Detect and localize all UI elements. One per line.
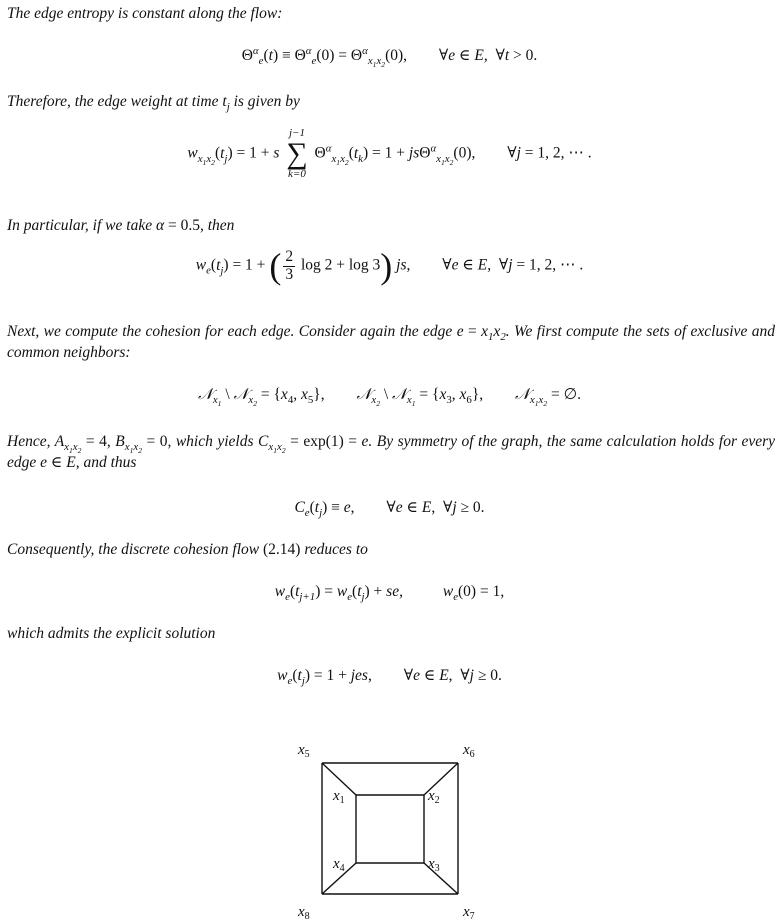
equation-solution: $w_e(t_j) = 1$ + jes, ∀e ∈ E, ∀j ≥ 0.	[277, 667, 502, 688]
equation-cohesion-constant: $C_e(t_j) \equiv e$, ∀e ∈ E, ∀j ≥ 0.	[294, 499, 485, 520]
graph-node-label-x3: $x_3$	[428, 856, 440, 874]
paragraph-hence: Hence, $A_{x_1x_2} = 4$, $B_{x_1x_2} = 0$, which yields $C_{x_1x_2} = \exp(1) = e$. By symmetry of the graph, the same calculation holds for every edge e ∈ E, and thus	[7, 433, 776, 471]
graph-node-label-x8: $x_8$	[298, 904, 310, 922]
paragraph-explicit-solution: which admits the explicit solution	[7, 625, 216, 642]
graph-figure	[0, 723, 779, 923]
equation-recursion: $w_e(t_{j+1}) = w_e(t_j)$ + se, $w_e(0) = 1$,	[274, 583, 505, 604]
paragraph-consequently: Consequently, the discrete cohesion flow (2.14) reduces to	[7, 541, 368, 558]
graph-node-label-x2: $x_2$	[428, 788, 440, 806]
paragraph-edge-weight: Therefore, the edge weight at time $t_j$ is given by	[7, 93, 300, 114]
graph-node-label-x4: $x_4$	[333, 856, 345, 874]
equation-entropy: $\Theta^\alpha_e(t) \equiv \Theta^\alpha_e(0) = \Theta^\alpha_{x_1x_2}(0)$, ∀e ∈ E, ∀t > 0.	[241, 44, 538, 70]
paragraph-entropy-constant: The edge entropy is constant along the flow:	[7, 5, 283, 22]
paragraph-alpha: In particular, if we take α = 0.5, then	[7, 217, 235, 234]
graph-node-label-x5: $x_5$	[298, 742, 310, 760]
graph-node-label-x7: $x_7$	[463, 904, 475, 922]
equation-edge-weight-sum: $w_{x_1x_2}(t_j) = 1 + s$ j−1 ∑ k=0 $\Theta^\alpha_{x_1x_2}(t_k) = 1 + js\Theta^\alpha_{x_1x_2}(0)$, ∀j = 1, 2, ⋯ .	[187, 127, 592, 180]
graph-node-label-x1: $x_1$	[333, 788, 345, 806]
equation-neighbor-sets: 𝒩$_{x_1}$ \ 𝒩$_{x_2}$ = {$x_4$, $x_5$}, 𝒩$_{x_2}$ \ 𝒩$_{x_1}$ = {$x_3$, $x_6$}, 𝒩$_{x_1x_2}$ = ∅.	[197, 385, 582, 409]
graph-node-label-x6: $x_6$	[463, 742, 475, 760]
paragraph-cohesion: Next, we compute the cohesion for each edge. Consider again the edge $e = x_1x_2$. We first compute the sets of exclusive and common neighbors:	[7, 323, 775, 361]
equation-weight-alpha: $w_e(t_j) = 1$ + ( $\frac{2}{3}$ log 2 + log 3) js, ∀e ∈ E, ∀j = 1, 2, ⋯ .	[195, 246, 584, 286]
